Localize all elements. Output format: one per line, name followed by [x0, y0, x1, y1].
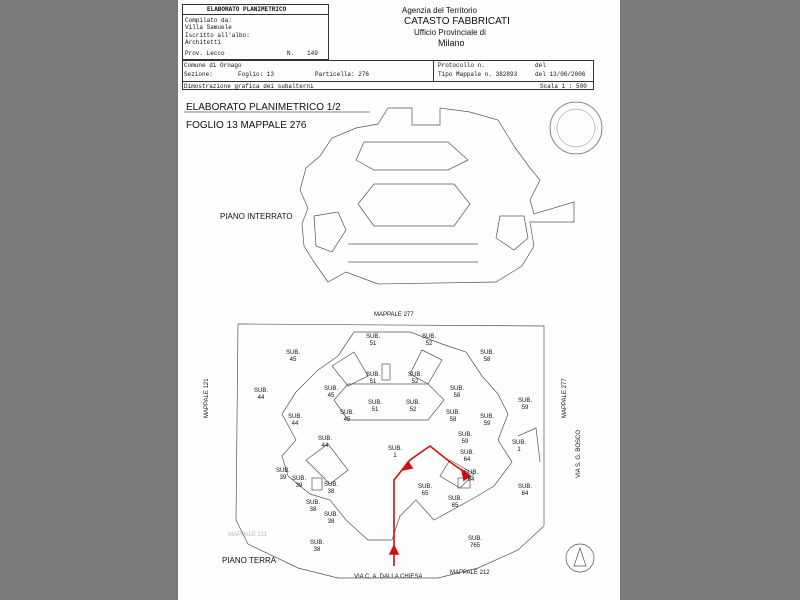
- sub-label: SUB. 52: [422, 334, 437, 347]
- sub-label: SUB. 45: [340, 410, 355, 423]
- via-bosco: VIA S. G. BOSCO: [576, 429, 582, 478]
- piano-interrato-label: PIANO INTERRATO: [220, 212, 293, 221]
- piano-terra-label: PIANO TERRA: [222, 556, 277, 565]
- compilato-value: Villa Samuele: [185, 24, 232, 31]
- del-2: del 13/06/2006: [535, 71, 586, 78]
- sub-label: SUB. 64: [460, 450, 475, 463]
- drawing-title-1: ELABORATO PLANIMETRICO 1/2: [186, 102, 341, 113]
- sub-label: SUB. 45: [286, 350, 301, 363]
- via-chiesa: VIA C. A. DALLA CHIESA: [354, 574, 423, 580]
- protocollo: Protocollo n.: [438, 62, 485, 69]
- agency-line4: Milano: [438, 38, 465, 48]
- sub-label: SUB. 38: [324, 482, 339, 495]
- comune: Comune di Ornago: [184, 62, 242, 69]
- sub-label: SUB. 64: [518, 484, 533, 497]
- sub-label: SUB. 59: [518, 398, 533, 411]
- sub-label: SUB. 44: [288, 414, 303, 427]
- sub-label: SUB. 64: [464, 470, 479, 483]
- sub-label: SUB. 38: [324, 512, 339, 525]
- sub-label: SUB. 45: [324, 386, 339, 399]
- sub-label: SUB. 38: [310, 540, 325, 553]
- sub-label: SUB. 51: [366, 372, 381, 385]
- scala: Scala 1 : 500: [540, 83, 587, 90]
- sub-label: SUB. 58: [446, 410, 461, 423]
- prov-label: Prov. Lecco: [185, 50, 225, 57]
- mappale-277-right: MAPPALE 277: [562, 378, 568, 418]
- sezione: Sezione:: [184, 71, 213, 78]
- iscritto-label: Iscritto all'albo:: [185, 32, 250, 39]
- floor-plan-drawing: [178, 0, 620, 600]
- mappale-212: MAPPALE 212: [450, 570, 490, 576]
- agency-line1: Agenzia del Territorio: [402, 6, 478, 15]
- tipo-mappale: Tipo Mappale n. 382893: [438, 71, 518, 78]
- mappale-ghost: MAPPALE 211: [228, 532, 268, 538]
- sub-label: SUB. 39: [276, 468, 291, 481]
- drawing-title-2: FOGLIO 13 MAPPALE 276: [186, 120, 307, 131]
- sub-label: SUB. 44: [254, 388, 269, 401]
- sub-label: SUB. 39: [292, 476, 307, 489]
- compilato-label: Compilato da:: [185, 17, 232, 24]
- sub-label: SUB. 65: [418, 484, 433, 497]
- sub-label: SUB. 58: [450, 386, 465, 399]
- sub-label: SUB. 65: [448, 496, 463, 509]
- sub-label: SUB. 51: [368, 400, 383, 413]
- num-label: N.: [287, 50, 295, 57]
- del-1: del: [535, 62, 546, 69]
- sub-label: SUB. 38: [306, 500, 321, 513]
- mappale-121: MAPPALE 121: [204, 378, 210, 418]
- agency-line3: Ufficio Provinciale di: [414, 28, 486, 37]
- sub-label: SUB. 52: [408, 372, 423, 385]
- sub-label: SUB. 59: [480, 414, 495, 427]
- iscritto-value: Architetti: [185, 39, 222, 46]
- sub-label: SUB. 51: [366, 334, 381, 347]
- sub-label: SUB. 59: [458, 432, 473, 445]
- sub-label: SUB. 765: [468, 536, 483, 549]
- sub-label: SUB. 44: [318, 436, 333, 449]
- sub-label: SUB. 1: [388, 446, 403, 459]
- mappale-277-top: MAPPALE 277: [374, 312, 414, 318]
- num-value: 149: [307, 50, 318, 57]
- sub-label: SUB. 58: [480, 350, 495, 363]
- sub-label: SUB. 52: [406, 400, 421, 413]
- document-sheet: [178, 0, 620, 600]
- particella: Particella: 276: [315, 71, 370, 78]
- agency-line2: CATASTO FABBRICATI: [404, 16, 510, 27]
- doc-title: ELABORATO PLANIMETRICO: [207, 6, 287, 13]
- dimostrazione: Dimostrazione grafica dei subalterni: [184, 83, 314, 90]
- sub-label: SUB. 1: [512, 440, 527, 453]
- foglio: Foglio: 13: [238, 71, 275, 78]
